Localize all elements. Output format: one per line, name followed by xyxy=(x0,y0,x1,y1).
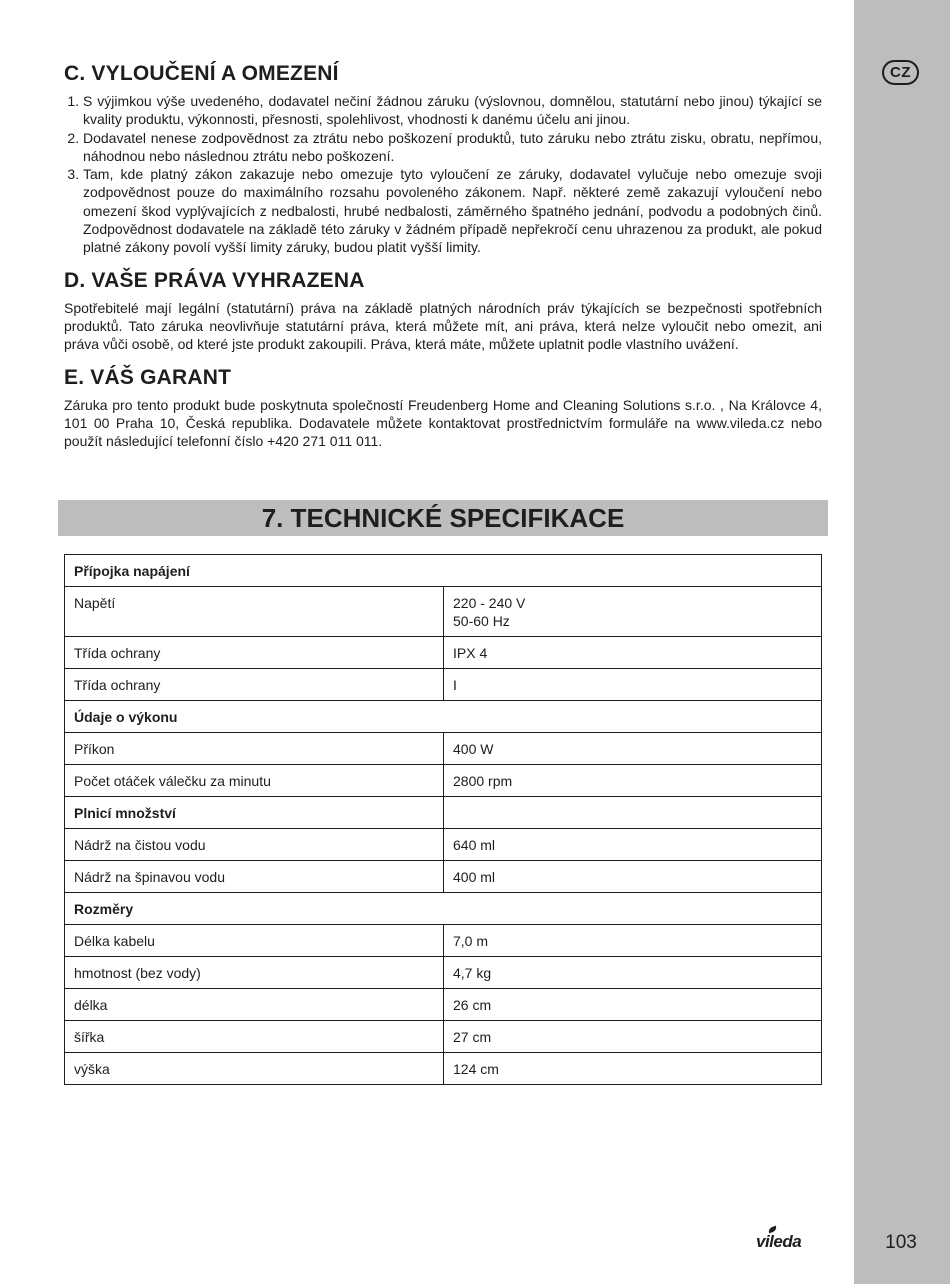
table-row xyxy=(65,989,822,1021)
table-cell-value xyxy=(444,989,822,1021)
table-cell-label: šířka xyxy=(65,1021,444,1053)
table-cell-value xyxy=(444,587,822,637)
table-row xyxy=(65,1021,822,1053)
value-line: 50-60 Hz xyxy=(453,613,510,629)
logo-text: vileda xyxy=(756,1232,802,1251)
table-row xyxy=(65,957,822,989)
table-cell-label: Příkon xyxy=(65,733,444,765)
value-line: IPX 4 xyxy=(453,645,488,661)
list-item: 1. S výjimkou výše uvedeného, dodavatel nečiní žádnou záruku (výslovnou, domnělou, statutární nebo jinou) týkající se kvality produktu, výkonnosti, přesnosti, spolehlivost, vhodnosti k danému účelu ani jinou. xyxy=(83,92,822,129)
specs-table-body xyxy=(65,555,822,1085)
table-row xyxy=(65,829,822,861)
value-line: 27 cm xyxy=(453,1029,492,1045)
section-d-title: D. VAŠE PRÁVA VYHRAZENA xyxy=(64,268,365,292)
table-cell-label: výška xyxy=(65,1053,444,1085)
table-cell-label: Napětí xyxy=(65,587,444,637)
specs-banner xyxy=(58,500,828,536)
value-line: 2800 rpm xyxy=(453,773,513,789)
table-cell-label: Nádrž na čistou vodu xyxy=(65,829,444,861)
value-line: I xyxy=(453,677,457,693)
table-cell-label: Třída ochrany xyxy=(65,637,444,669)
table-row xyxy=(65,925,822,957)
value-line: 26 cm xyxy=(453,997,492,1013)
table-cell-value xyxy=(444,829,822,861)
table-cell-label: Délka kabelu xyxy=(65,925,444,957)
table-row xyxy=(65,555,822,587)
section-e-title: E. VÁŠ GARANT xyxy=(64,365,232,389)
table-row xyxy=(65,701,822,733)
section-e-text: Záruka pro tento produkt bude poskytnuta společností Freudenberg Home and Cleaning Solutions s.r.o. , Na Královce 4, 101 00 Praha 10, Česká republika. Dodavatele můžete kontaktovat prostřednictvím formuláře na www.vileda.cz nebo použít následující telefonní číslo +420 271 011 011. xyxy=(64,396,822,450)
vileda-logo xyxy=(756,1232,826,1256)
language-badge: CZ xyxy=(882,60,919,85)
value-line: 4,7 kg xyxy=(453,965,492,981)
value-line: 400 W xyxy=(453,741,494,757)
table-cell-value xyxy=(444,669,822,701)
specs-table xyxy=(64,554,822,1085)
table-group-header: Rozměry xyxy=(65,893,822,925)
table-cell-label: Třída ochrany xyxy=(65,669,444,701)
table-row xyxy=(65,669,822,701)
table-group-header: Údaje o výkonu xyxy=(65,701,822,733)
page-number: 103 xyxy=(885,1232,917,1253)
table-cell-value xyxy=(444,957,822,989)
table-row xyxy=(65,733,822,765)
value-line: 7,0 m xyxy=(453,933,489,949)
table-row xyxy=(65,861,822,893)
table-cell-label: Počet otáček válečku za minutu xyxy=(65,765,444,797)
table-cell-value xyxy=(444,1053,822,1085)
value-line: 640 ml xyxy=(453,837,496,853)
specs-title: 7. TECHNICKÉ SPECIFIKACE xyxy=(261,503,625,533)
table-row xyxy=(65,637,822,669)
section-d-text: Spotřebitelé mají legální (statutární) práva na základě platných národních práv týkajících se bezpečnosti spotřebních produktů. Tato záruka neovlivňuje statutární práva, která můžete mít, ani práva, která nelze vyloučit nebo omezit, ani práva vůči osobě, od které jste produkt zakoupili. Práva, která máte, můžete uplatnit podle vlastního uvážení. xyxy=(64,299,822,353)
value-line: 124 cm xyxy=(453,1061,499,1077)
table-row xyxy=(65,587,822,637)
table-row xyxy=(65,1053,822,1085)
table-cell-label: hmotnost (bez vody) xyxy=(65,957,444,989)
right-sidebar xyxy=(854,0,950,1284)
table-row xyxy=(65,797,822,829)
value-line: 400 ml xyxy=(453,869,496,885)
list-item: 2. Dodavatel nenese zodpovědnost za ztrátu nebo poškození produktů, tuto záruku nebo ztrátu zisku, obratu, nepřímou, náhodnou nebo následnou ztrátu nebo poškození. xyxy=(83,129,822,166)
section-c xyxy=(64,62,822,257)
section-d xyxy=(64,269,822,354)
table-cell-value xyxy=(444,861,822,893)
main-content xyxy=(64,62,822,462)
table-cell-value xyxy=(444,925,822,957)
table-cell-label: délka xyxy=(65,989,444,1021)
table-cell-value xyxy=(444,797,822,829)
list-item: 3. Tam, kde platný zákon zakazuje nebo omezuje tyto vyloučení ze záruky, dodavatel vylučuje nebo omezuje svoji zodpovědnost pouze do maximálního rozsahu povoleného zákonem. Např. některé země zakazují vyloučení nebo omezení škod vyplývajících z nedbalosti, hrubé nedbalosti, záměrného špatného jednání, podvodu a podobných činů. Zodpovědnost dodavatele na základě této záruky v žádném případě nepřekročí cenu uhrazenou za produkt, ale pokud platné zákony povolí vyšší limity záruky, budou platit vyšší limity. xyxy=(83,165,822,256)
table-row xyxy=(65,765,822,797)
table-cell-value xyxy=(444,733,822,765)
table-cell-value xyxy=(444,765,822,797)
table-group-header: Plnicí množství xyxy=(65,797,444,829)
table-row xyxy=(65,893,822,925)
value-line: 220 - 240 V xyxy=(453,595,526,611)
table-cell-label: Nádrž na špinavou vodu xyxy=(65,861,444,893)
section-e xyxy=(64,366,822,451)
exclusions-list xyxy=(64,92,822,257)
table-cell-value xyxy=(444,1021,822,1053)
table-cell-value xyxy=(444,637,822,669)
table-group-header: Přípojka napájení xyxy=(65,555,822,587)
section-c-title: C. VYLOUČENÍ A OMEZENÍ xyxy=(64,62,339,85)
